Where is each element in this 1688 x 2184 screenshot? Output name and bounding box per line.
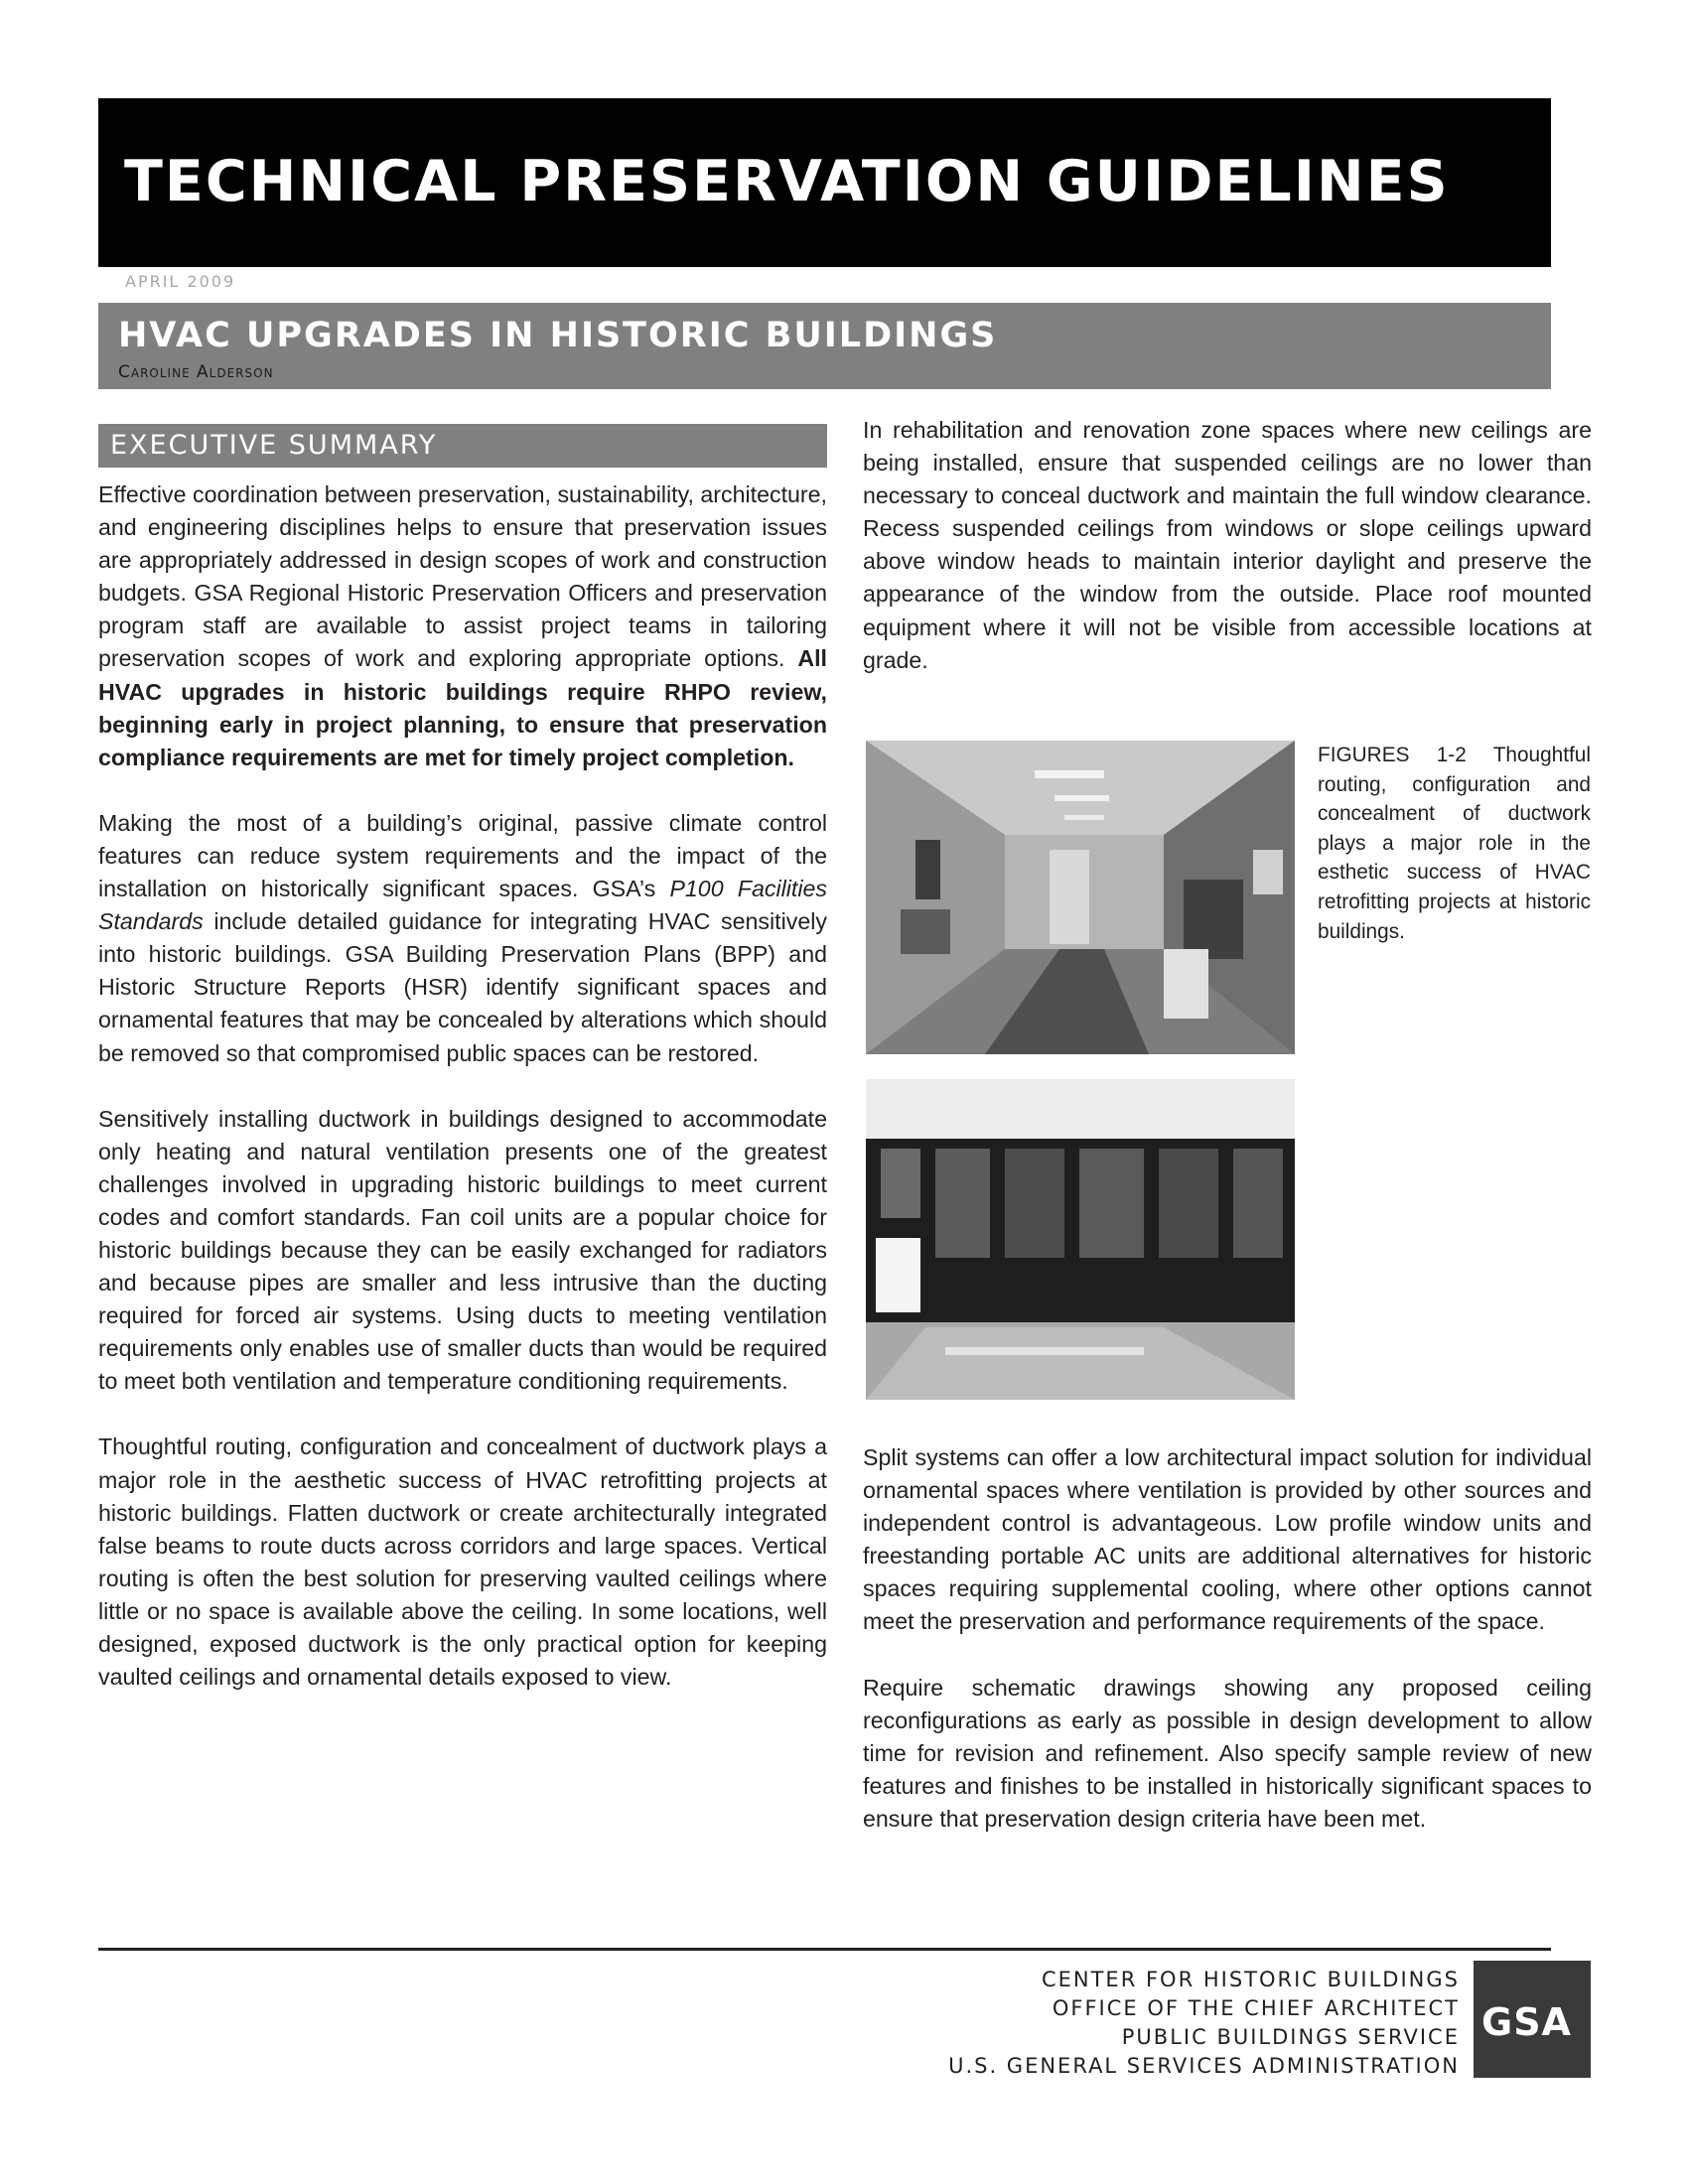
paragraph-text: include detailed guidance for integrating HVAC sensitively into historic buildings. GSA Building Preservation Plans (BPP) and Historic Structure Reports (HSR) identify significant spaces and ornamental features that may be concealed by alterations which should be removed so that compromised public spaces can be restored. <box>98 908 827 1066</box>
footer-organization <box>948 1966 1460 2081</box>
masthead-banner <box>98 98 1551 267</box>
corridor-photo <box>866 741 1295 1054</box>
paragraph: Sensitively installing ductwork in buildings designed to accommodate only heating and natural ventilation presents one of the greatest challenges involved in upgrading historic buildings to meet current codes and comfort standards. Fan coil units are a popular choice for historic buildings because they can be easily exchanged for radiators and because pipes are smaller and less intrusive than the ducting required for forced air systems. Using ducts to meeting ventilation requirements only enables use of smaller ducts than would be required to meet both ventilation and temperature conditioning requirements. <box>98 1105 827 1395</box>
section-title: EXECUTIVE SUMMARY <box>110 430 438 461</box>
footer-divider <box>98 1948 1551 1951</box>
ornamental-hall-photo <box>866 1079 1295 1400</box>
issue-date: APRIL 2009 <box>125 272 236 291</box>
author-name: Caroline Alderson <box>118 362 274 382</box>
paragraph: Thoughtful routing, configuration and concealment of ductwork plays a major role in the aesthetic success of HVAC retrofitting projects at historic buildings. Flatten ductwork or create architecturally integrated false beams to route ducts across corridors and large spaces. Vertical routing is often the best solution for preserving vaulted ceilings where little or no space is available above the ceiling. In some locations, well designed, exposed ductwork is the only practical option for keeping vaulted ceilings and ornamental details exposed to view. <box>98 1433 827 1691</box>
gsa-logo <box>1474 1961 1591 2078</box>
executive-summary-heading <box>98 424 827 468</box>
bold-statement: All HVAC upgrades in historic buildings require RHPO review, beginning early in project planning, to ensure that preservation compliance requirements are met for timely project completion. <box>98 645 827 770</box>
paragraph-text: Effective coordination between preservation, sustainability, architecture, and engineering disciplines helps to ensure that preservation issues are appropriately addressed in design scopes of work and construction budgets. GSA Regional Historic Preservation Officers and preservation program staff are available to assist project teams in tailoring preservation scopes of work and exploring appropriate options. <box>98 481 827 672</box>
standards-reference: P100 Facilities Standards <box>98 876 827 935</box>
subtitle-banner <box>98 303 1551 389</box>
document-title: TECHNICAL PRESERVATION GUIDELINES <box>124 149 1450 214</box>
document-subtitle: HVAC UPGRADES IN HISTORIC BUILDINGS <box>118 316 998 355</box>
footer-line: OFFICE OF THE CHIEF ARCHITECT <box>1052 1996 1460 2020</box>
paragraph: Split systems can offer a low architectural impact solution for individual ornamental spaces where ventilation is provided by other sources and independent control is advantageous. Low profile window units and freestanding portable AC units are additional alternatives for historic spaces requiring supplemental cooling, where other options cannot meet the preservation and performance requirements of the space. <box>863 1444 1592 1635</box>
left-column <box>98 478 827 1694</box>
gsa-logo-text: GSA <box>1481 2000 1572 2044</box>
paragraph: Require schematic drawings showing any proposed ceiling reconfigurations as early as possible in design development to allow time for revision and refinement. Also specify sample review of new features and finishes to be installed in historically significant spaces to ensure that preservation design criteria have been met. <box>863 1674 1592 1832</box>
paragraph-text: Making the most of a building’s original, passive climate control features can reduce system requirements and the impact of the installation on historically significant spaces. GSA’s <box>98 809 827 902</box>
footer-line: CENTER FOR HISTORIC BUILDINGS <box>1041 1968 1460 1991</box>
figure-caption: FIGURES 1-2 Thoughtful routing, configuration and concealment of ductwork plays a major role in the esthetic success of HVAC retrofitting projects at historic buildings. <box>1318 744 1591 943</box>
right-column-bottom <box>863 1441 1592 1836</box>
footer-line: U.S. GENERAL SERVICES ADMINISTRATION <box>948 2054 1460 2078</box>
paragraph: In rehabilitation and renovation zone spaces where new ceilings are being installed, ensure that suspended ceilings are no lower than necessary to conceal ductwork and maintain the full window clearance. Recess suspended ceilings from windows or slope ceilings upward above window heads to maintain interior daylight and preserve the appearance of the window from the outside. Place roof mounted equipment where it will not be visible from accessible locations at grade. <box>863 417 1592 673</box>
paragraph <box>98 807 827 1070</box>
paragraph <box>98 478 827 774</box>
right-column-top <box>863 414 1592 677</box>
footer-line: PUBLIC BUILDINGS SERVICE <box>1121 2025 1460 2049</box>
